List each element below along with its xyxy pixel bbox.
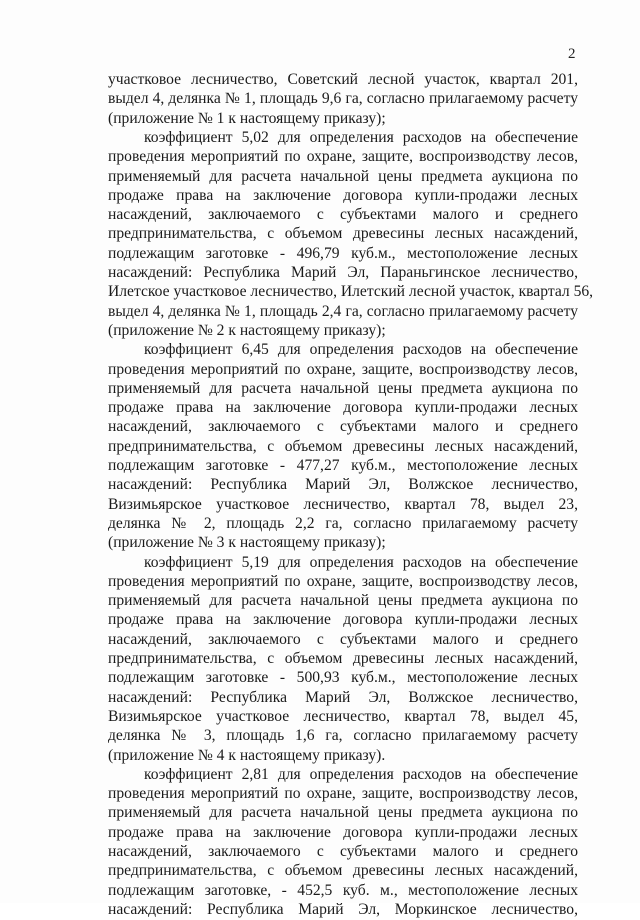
text-line: проведения мероприятий по охране, защите, воспроизводству лесов, (108, 360, 578, 378)
text-line: насаждений, заключаемого с субъектами малого и среднего (108, 418, 578, 436)
text-line: подлежащим заготовке - 496,79 куб.м., местоположение лесных (108, 244, 578, 262)
text-line: делянка № 2, площадь 2,2 га, согласно прилагаемому расчету (108, 514, 578, 532)
text-line: (приложение № 3 к настоящему приказу); (108, 534, 386, 552)
text-line: насаждений, заключаемого с субъектами малого и среднего (108, 206, 578, 224)
text-line: делянка № 3, площадь 1,6 га, согласно прилагаемому расчету (108, 727, 578, 745)
text-line: подлежащим заготовке - 500,93 куб.м., местоположение лесных (108, 669, 578, 687)
text-line: проведения мероприятий по охране, защите, воспроизводству лесов, (108, 572, 578, 590)
text-line: Визимьярское участковое лесничество, квартал 78, выдел 45, (108, 707, 578, 725)
text-line: (приложение № 2 к настоящему приказу); (108, 321, 386, 339)
text-line: выдел 4, делянка № 1, площадь 9,6 га, согласно прилагаемому расчету (108, 90, 578, 108)
text-line: подлежащим заготовке - 477,27 куб.м., местоположение лесных (108, 457, 578, 474)
text-line: применяемый для расчета начальной цены предмета аукциона по (108, 379, 578, 397)
text-line: подлежащим заготовке, - 452,5 куб. м., местоположение лесных (108, 881, 578, 899)
text-line: коэффициент 2,81 для определения расходов на обеспечение (144, 765, 578, 783)
text-line: насаждений, заключаемого с субъектами малого и среднего (108, 630, 578, 648)
page-number: 2 (568, 46, 576, 62)
text-line: предпринимательства, с объемом древесины лесных насаждений, (108, 650, 578, 667)
text-line: насаждений, заключаемого с субъектами малого и среднего (108, 843, 578, 860)
text-line: насаждений: Республика Марий Эл, Параньгинское лесничество, (108, 264, 578, 281)
text-line: Илетское участковое лесничество, Илетский лесной участок, квартал 56, (108, 283, 594, 301)
text-line: применяемый для расчета начальной цены предмета аукциона по (108, 592, 578, 610)
text-line: применяемый для расчета начальной цены предмета аукциона по (108, 167, 578, 185)
text-line: предпринимательства, с объемом древесины лесных насаждений, (108, 225, 578, 243)
text-line: предпринимательства, с объемом древесины лесных насаждений, (108, 862, 578, 880)
text-line: коэффициент 6,45 для определения расходов на обеспечение (144, 341, 578, 359)
text-line: продаже права на заключение договора купли-продажи лесных (108, 823, 578, 841)
text-line: насаждений: Республика Марий Эл, Волжское лесничество, (108, 688, 578, 706)
text-line: насаждений: Республика Марий Эл, Волжское лесничество, (108, 476, 578, 494)
text-line: выдел 4, делянка № 1, площадь 2,4 га, согласно прилагаемому расчету (108, 302, 578, 320)
text-line: проведения мероприятий по охране, защите, воспроизводству лесов, (108, 785, 578, 803)
text-line: предпринимательства, с объемом древесины лесных насаждений, (108, 437, 578, 455)
text-line: продаже права на заключение договора купли-продажи лесных (108, 399, 578, 417)
text-line: насаждений: Республика Марий Эл, Моркинское лесничество, (108, 900, 578, 918)
text-line: коэффициент 5,19 для определения расходов на обеспечение (144, 553, 578, 571)
text-line: Визимьярское участковое лесничество, квартал 78, выдел 23, (108, 495, 578, 513)
text-line: применяемый для расчета начальной цены предмета аукциона по (108, 804, 578, 822)
text-line: (приложение № 1 к настоящему приказу); (108, 109, 386, 127)
text-line: продаже права на заключение договора купли-продажи лесных (108, 611, 578, 629)
text-line: коэффициент 5,02 для определения расходов на обеспечение (144, 128, 578, 146)
text-line: продаже права на заключение договора купли-продажи лесных (108, 186, 578, 204)
text-line: (приложение № 4 к настоящему приказу). (108, 746, 386, 764)
text-line: участковое лесничество, Советский лесной участок, квартал 201, (108, 71, 578, 88)
text-line: проведения мероприятий по охране, защите, воспроизводству лесов, (108, 148, 578, 166)
